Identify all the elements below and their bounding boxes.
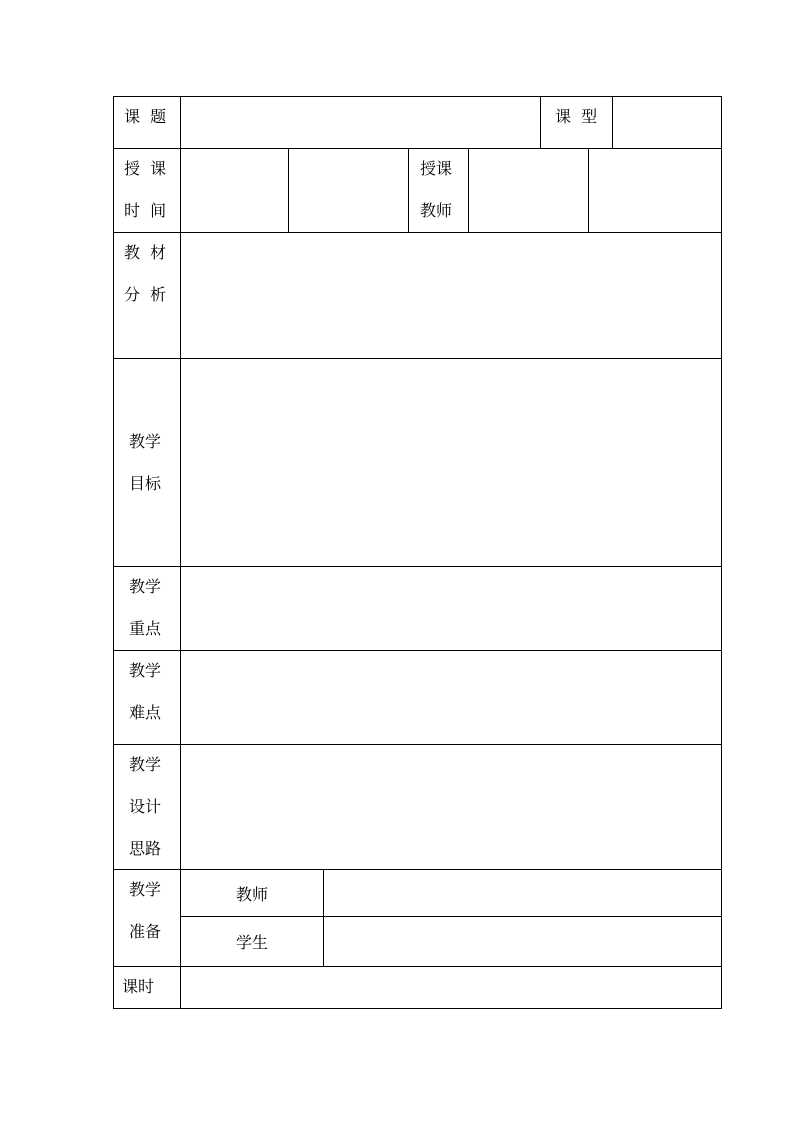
preparation-label-line-1: 教学 (129, 880, 162, 899)
time-label-line-1: 授 课 (124, 159, 167, 178)
design-label-line-2: 设计 (129, 797, 162, 816)
teacher-value-cell-1[interactable] (468, 148, 589, 233)
time-value-cell-2[interactable] (288, 148, 409, 233)
prep-teacher-label-cell (180, 869, 324, 917)
key-point-label-line-1: 教学 (129, 577, 162, 596)
class-hours-value-cell[interactable] (180, 966, 722, 1009)
teacher-label-line-1: 授课 (420, 159, 453, 178)
difficulty-value-cell[interactable] (180, 650, 722, 745)
objective-label-line-1: 教学 (129, 432, 162, 451)
objective-label-line-2: 目标 (129, 474, 162, 493)
prep-student-label-cell (180, 916, 324, 967)
topic-label: 课 题 (124, 107, 167, 126)
difficulty-label-line-1: 教学 (129, 661, 162, 680)
type-label: 课 型 (555, 107, 598, 126)
material-analysis-label-line-2: 分 析 (124, 285, 167, 304)
key-point-label-line-2: 重点 (129, 619, 162, 638)
objective-value-cell[interactable] (180, 358, 722, 567)
time-value-cell-1[interactable] (180, 148, 289, 233)
prep-teacher-label: 教师 (235, 884, 268, 904)
prep-teacher-value-cell[interactable] (323, 869, 722, 917)
type-value-cell[interactable] (612, 96, 722, 149)
class-hours-label: 课时 (122, 977, 155, 996)
material-analysis-label-line-1: 教 材 (124, 243, 167, 262)
teacher-label-line-2: 教师 (420, 201, 453, 220)
design-label-line-1: 教学 (129, 755, 162, 774)
objective-label-cell (113, 358, 181, 567)
prep-student-label: 学生 (235, 933, 268, 952)
teacher-value-cell-2[interactable] (588, 148, 722, 233)
preparation-label-line-2: 准备 (129, 922, 162, 941)
design-label-line-3: 思路 (129, 839, 162, 858)
topic-value-cell[interactable] (180, 96, 541, 149)
difficulty-label-line-2: 难点 (129, 703, 162, 722)
key-point-value-cell[interactable] (180, 566, 722, 651)
material-analysis-value-cell[interactable] (180, 232, 722, 359)
time-label-line-2: 时 间 (124, 201, 167, 220)
design-value-cell[interactable] (180, 744, 722, 870)
prep-student-value-cell[interactable] (323, 916, 722, 967)
